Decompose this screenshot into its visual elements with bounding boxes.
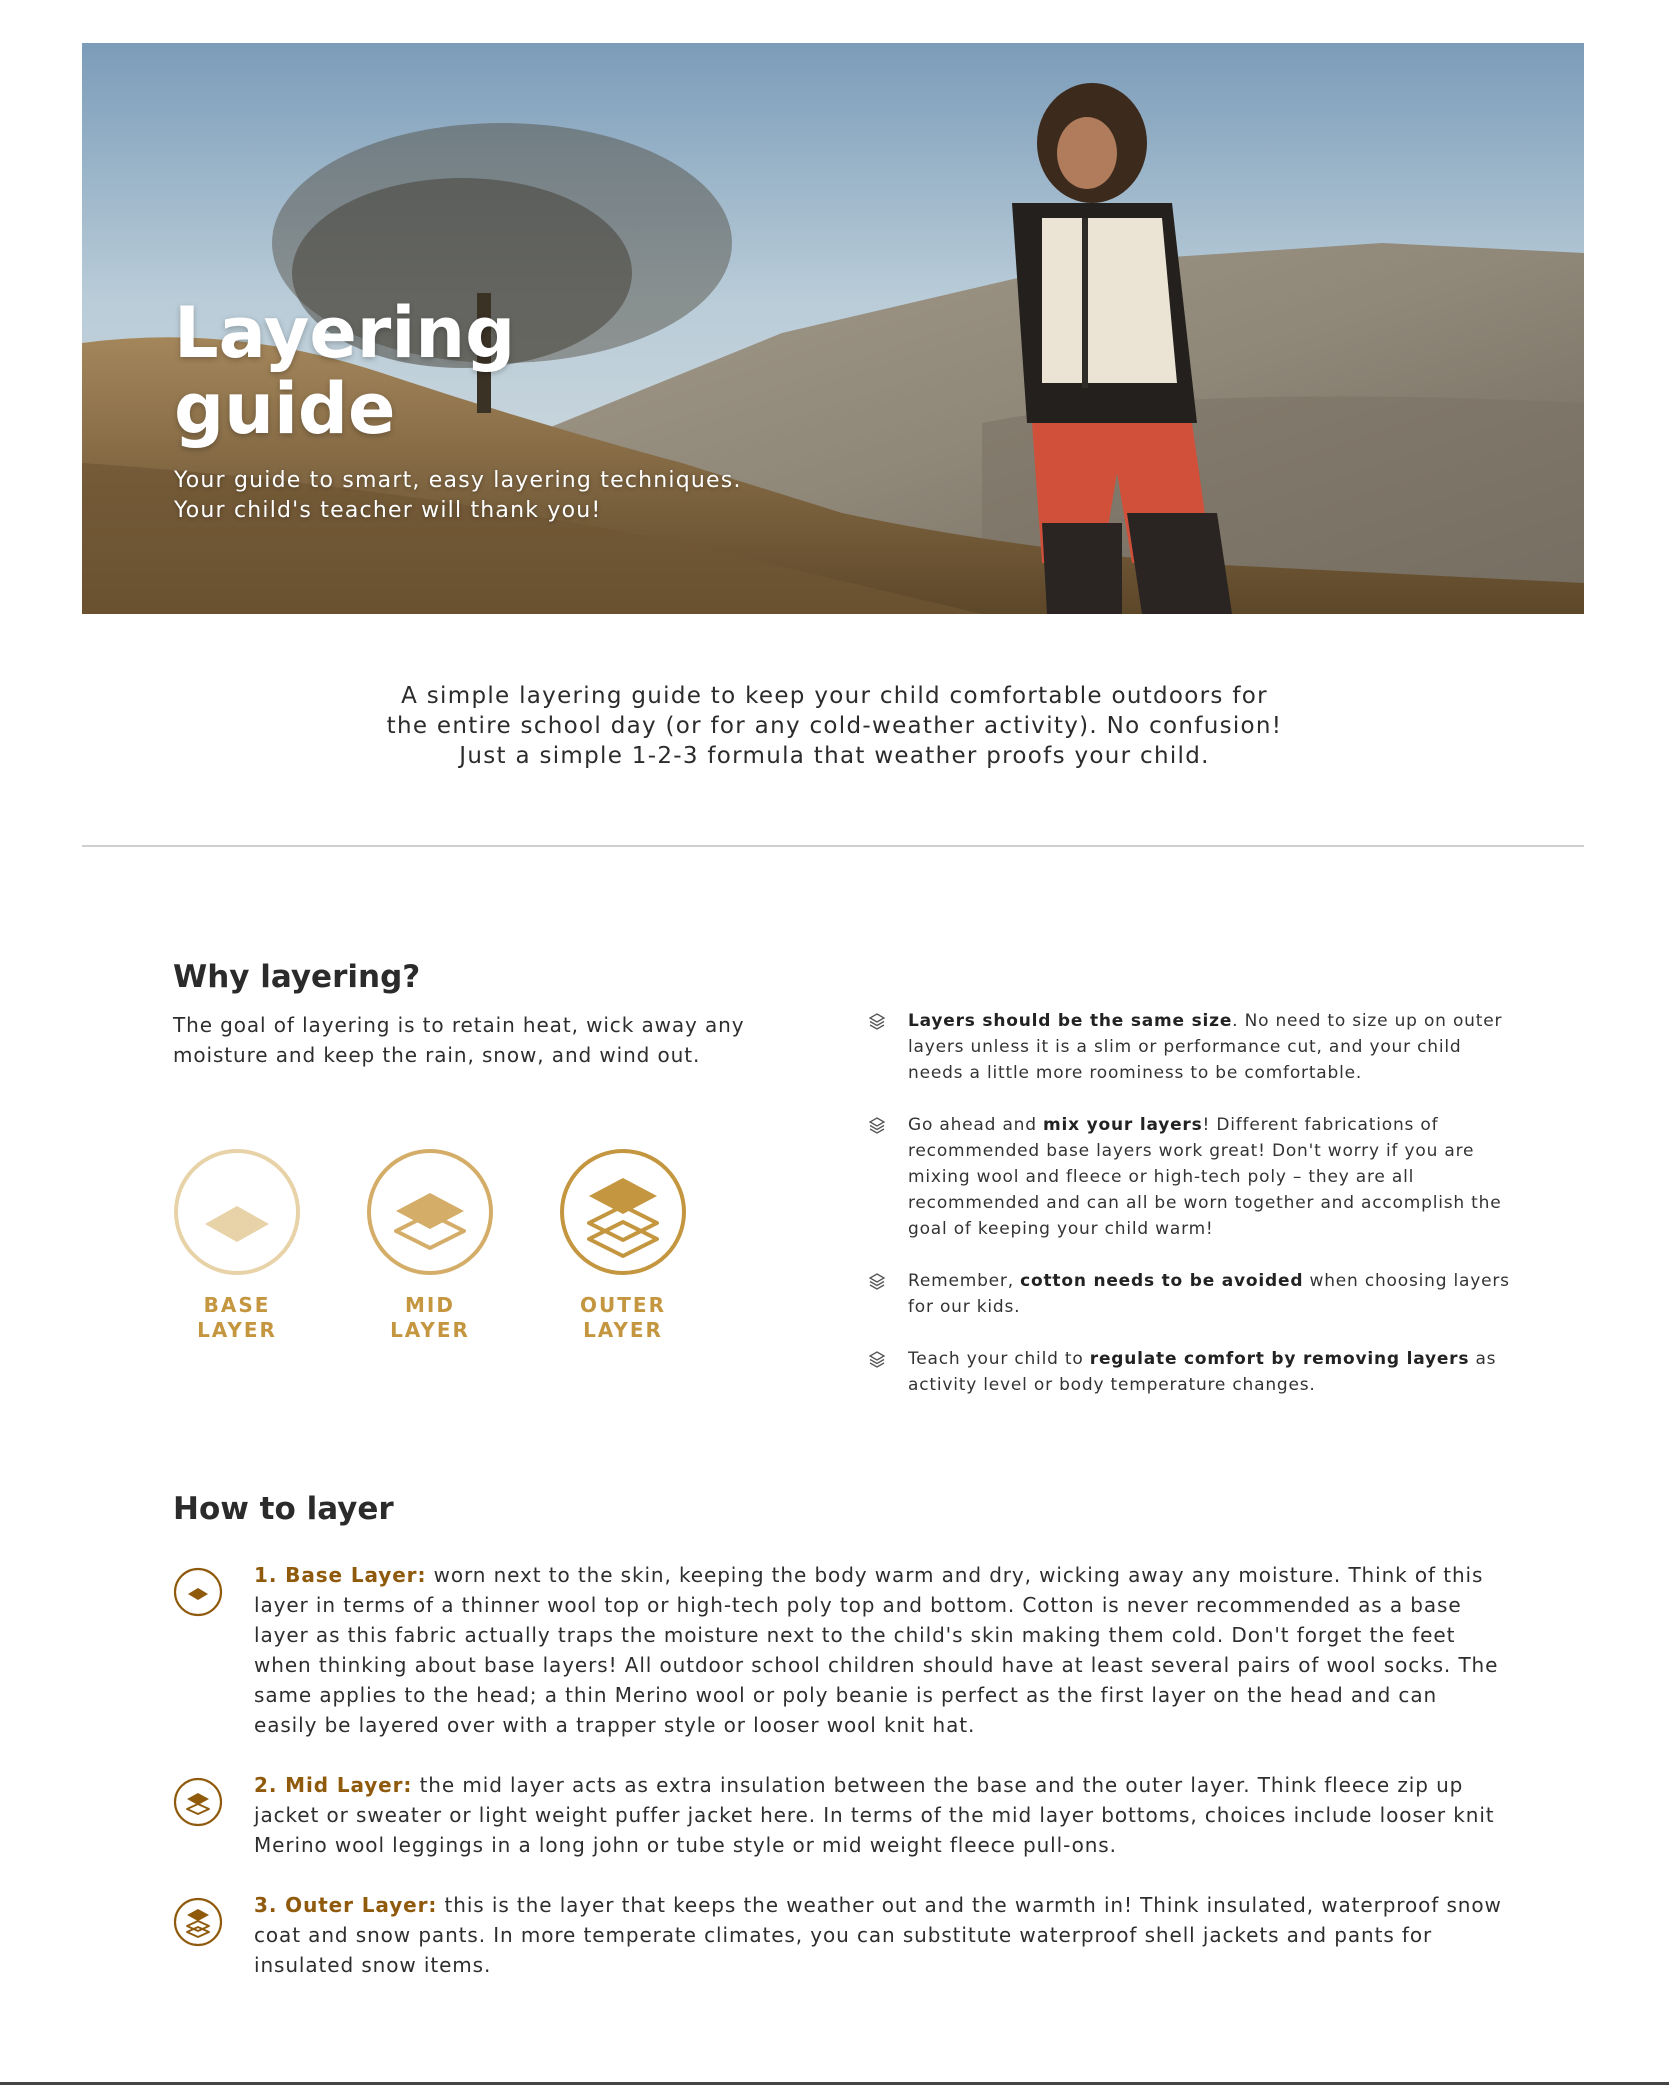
tip-text-after: as activity level or body temperature changes. (908, 1349, 1497, 1395)
intro-line: the entire school day (or for any cold-weather activity). No confusion! (386, 713, 1283, 739)
intro-line: A simple layering guide to keep your child comfortable outdoors for (401, 683, 1268, 709)
tip-text-before: Remember, (908, 1271, 1021, 1291)
intro-line: Just a simple 1-2-3 formula that weather proofs your child. (459, 743, 1210, 769)
layering-steps (173, 1560, 1503, 2010)
mid-layer-icon (173, 1777, 223, 1827)
base-layer-icon (173, 1148, 301, 1276)
tip-item (868, 1008, 1518, 1086)
badge-label-line: OUTER (580, 1293, 666, 1317)
tip-item (868, 1346, 1518, 1398)
why-layering-text: The goal of layering is to retain heat, wick away any moisture and keep the rain, snow, and wind out. (173, 1013, 745, 1067)
tip-item (868, 1268, 1518, 1320)
hero-title: Layering guide (174, 292, 516, 450)
mid-layer-icon (366, 1148, 494, 1276)
step-title: 3. Outer Layer: (254, 1893, 438, 1917)
tip-text-bold: regulate comfort by removing layers (1089, 1349, 1470, 1369)
tip-text-after: when choosing layers for our kids. (908, 1271, 1510, 1317)
step-outer-layer (173, 1890, 1503, 1980)
badge-label-line: LAYER (583, 1318, 663, 1342)
section-divider (82, 845, 1584, 847)
step-base-layer (173, 1560, 1503, 1740)
layers-bullet-icon (868, 1012, 886, 1032)
step-title: 2. Mid Layer: (254, 1773, 413, 1797)
mid-layer-label (366, 1293, 494, 1343)
outer-layer-badge (559, 1148, 687, 1343)
step-title: 1. Base Layer: (254, 1563, 427, 1587)
outer-layer-icon (173, 1897, 223, 1947)
hero-subtitle-line: Your child's teacher will thank you! (174, 498, 602, 523)
tip-text-before: Go ahead and (908, 1115, 1044, 1135)
step-text: this is the layer that keeps the weather out and the warmth in! Think insulated, waterproof snow coat and snow pants. In more temperate climates, you can substitute waterproof shell jackets and pants for insulated snow items. (254, 1893, 1502, 1977)
badge-label-line: BASE (203, 1293, 271, 1317)
outer-layer-icon (559, 1148, 687, 1276)
tip-text-bold: cotton needs to be avoided (1020, 1271, 1304, 1291)
layer-badges (173, 1148, 693, 1358)
layering-tips-list (868, 1008, 1518, 1424)
mid-layer-badge (366, 1148, 494, 1343)
why-layering-heading: Why layering? (173, 959, 421, 995)
hero-banner (82, 43, 1584, 614)
intro-text (300, 681, 1369, 771)
outer-layer-label (559, 1293, 687, 1343)
how-to-layer-heading: How to layer (173, 1491, 394, 1527)
hero-subtitle (174, 466, 874, 526)
tip-text-after: . No need to size up on outer layers unless it is a slim or performance cut, and your child needs a little more roominess to be comfortable. (908, 1011, 1503, 1083)
hero-subtitle-line: Your guide to smart, easy layering techniques. (174, 468, 742, 493)
step-text: the mid layer acts as extra insulation between the base and the outer layer. Think fleece zip up jacket or sweater or light weight puffer jacket here. In terms of the mid layer bottoms, choices include looser knit Merino wool leggings in a long john or tube style or mid weight fleece pull-ons. (254, 1773, 1495, 1857)
layers-bullet-icon (868, 1272, 886, 1292)
base-layer-badge (173, 1148, 301, 1343)
tip-text-bold: mix your layers (1043, 1115, 1203, 1135)
tip-text-bold: Layers should be the same size (908, 1011, 1233, 1031)
badge-label-line: LAYER (390, 1318, 470, 1342)
tip-text-after: ! Different fabrications of recommended base layers work great! Don't worry if you are mixing wool and fleece or high-tech poly – they are all recommended and can all be worn together and accomplish the goal of keeping your child warm! (908, 1115, 1502, 1239)
tip-item (868, 1112, 1518, 1242)
step-mid-layer (173, 1770, 1503, 1860)
base-layer-icon (173, 1567, 223, 1617)
layers-bullet-icon (868, 1116, 886, 1136)
base-layer-label (173, 1293, 301, 1343)
step-text: worn next to the skin, keeping the body warm and dry, wicking away any moisture. Think of this layer in terms of a thinner wool top or high-tech poly top and bottom. Cotton is never recommended as a base layer as this fabric actually traps the moisture next to the child's skin making them cold. Don't forget the feet when thinking about base layers! All outdoor school children should have at least several pairs of wool socks. The same applies to the head; a thin Merino wool or poly beanie is perfect as the first layer on the head and can easily be layered over with a trapper style or looser wool knit hat. (254, 1563, 1499, 1737)
badge-label-line: MID (405, 1293, 455, 1317)
tip-text-before: Teach your child to (908, 1349, 1090, 1369)
badge-label-line: LAYER (197, 1318, 277, 1342)
layers-bullet-icon (868, 1350, 886, 1370)
